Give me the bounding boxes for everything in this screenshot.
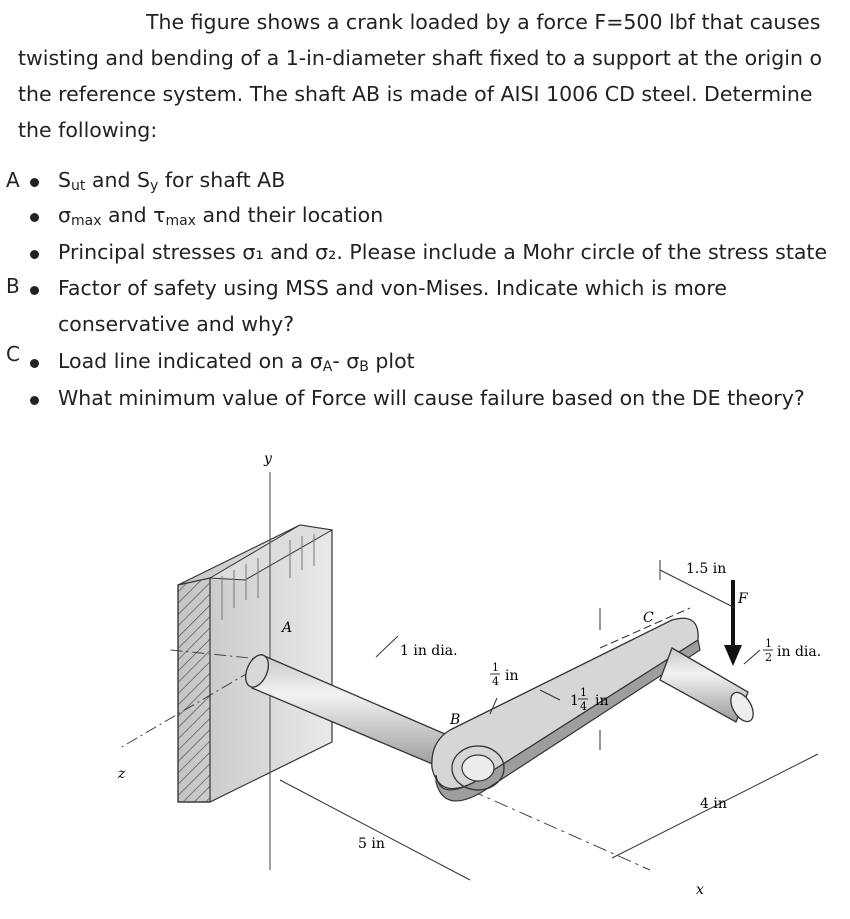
crank-figure [0, 430, 850, 919]
item-strengths: $S_{ut}$ and $S_y$ for shaft AB [58, 168, 286, 194]
part-label-c: C [6, 342, 20, 366]
crank-pin [660, 648, 758, 725]
dim-half-den: 2 [765, 651, 772, 664]
problem-intro [18, 4, 850, 148]
intro-line-3: the reference system. The shaft AB is made of AISI 1006 CD steel. Determine [18, 82, 813, 106]
intro-line-1: The figure shows a crank loaded by a force F=500 lbf that causes [146, 10, 821, 34]
bullet-icon [30, 178, 39, 187]
dim-pin-diameter: in dia. [777, 644, 822, 660]
point-c-label: C [643, 610, 654, 626]
point-a-label: A [282, 620, 293, 636]
item-principal-stresses: Principal stresses σ₁ and σ₂. Please include a Mohr circle of the stress state [58, 240, 828, 264]
dim-shaft-length: 5 in [358, 836, 385, 852]
dim-1q-den: 4 [580, 700, 587, 713]
bullet-icon [30, 396, 39, 405]
part-label-a: A [6, 168, 20, 192]
intro-line-2: twisting and bending of a 1-in-diameter shaft fixed to a support at the origin o [18, 46, 822, 70]
dim-crank-offset: 1.5 in [686, 561, 727, 577]
part-label-b: B [6, 274, 20, 298]
z-axis-label: z [118, 766, 126, 782]
bullet-icon [30, 359, 39, 368]
bullet-icon [30, 213, 39, 222]
item-factor-of-safety-cont: conservative and why? [58, 312, 295, 336]
dim-quarter-num: 1 [492, 661, 499, 674]
x-axis-label: x [696, 882, 704, 898]
item-factor-of-safety: Factor of safety using MSS and von-Mises. Indicate which is more [58, 276, 727, 300]
force-label: F [738, 591, 748, 607]
crank-arm [432, 608, 700, 801]
dim-half-num: 1 [765, 637, 772, 650]
dim-shaft-diameter: 1 in dia. [400, 643, 458, 659]
dim-1q-unit: in [595, 693, 609, 709]
y-axis-label: y [264, 451, 272, 467]
dim-quarter-den: 4 [492, 675, 499, 688]
item-max-stresses: $\sigma_{max}$ and $\tau_{max}$ and their location [58, 203, 384, 229]
bullet-icon [30, 286, 39, 295]
bullet-icon [30, 250, 39, 259]
dim-1q-num: 1 [580, 686, 587, 699]
dim-quarter-unit: in [505, 668, 519, 684]
point-b-label: B [450, 712, 461, 728]
dim-crank-length: 4 in [700, 796, 727, 812]
dim-1q-whole: 1 [570, 693, 579, 709]
item-load-line: Load line indicated on a $\sigma_A-$ $\sigma_B$ plot [58, 349, 415, 375]
intro-line-4: the following: [18, 118, 158, 142]
item-minimum-force: What minimum value of Force will cause failure based on the DE theory? [58, 386, 805, 410]
